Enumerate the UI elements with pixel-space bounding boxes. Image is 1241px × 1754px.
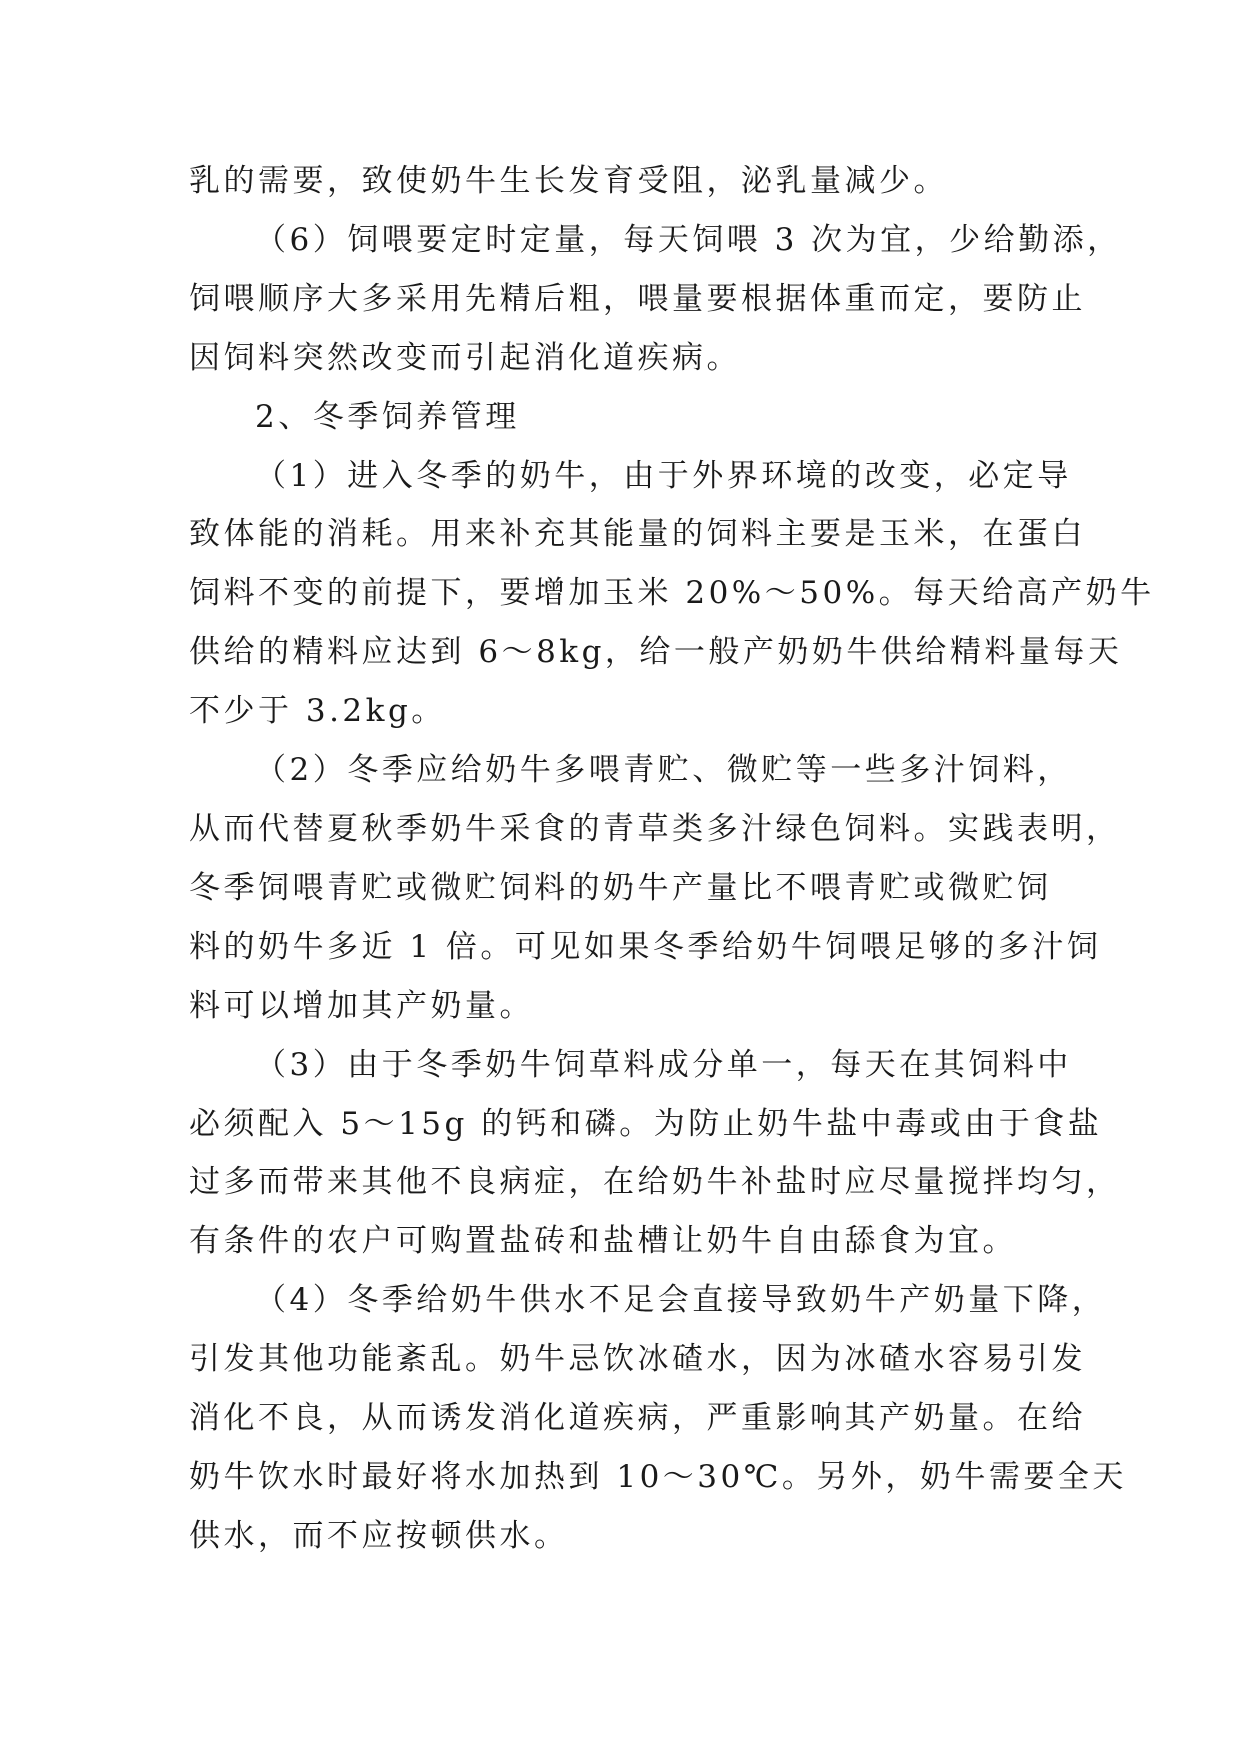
- paragraph-item-6: [189, 211, 1122, 388]
- text-line: 引发其他功能紊乱。奶牛忌饮冰碴水，因为冰碴水容易引发: [189, 1341, 1086, 1378]
- paragraph-item-3: [189, 1036, 1121, 1272]
- text-line: 乳的需要，致使奶牛生长发育受阻，泌乳量减少。: [189, 163, 948, 199]
- document-body: [189, 152, 1155, 1566]
- text-line: 致体能的消耗。用来补充其能量的饲料主要是玉米，在蛋白: [189, 516, 1086, 553]
- text-line: 奶牛饮水时最好将水加热到 10～30℃。另外，奶牛需要全天: [189, 1458, 1127, 1495]
- text-line: 因饲料突然改变而引起消化道疾病。: [189, 339, 741, 376]
- text-line: 过多而带来其他不良病症，在给奶牛补盐时应尽量搅拌均匀，: [189, 1164, 1121, 1201]
- text-line: 不少于 3.2kg。: [189, 693, 446, 730]
- text-line: （4）冬季给奶牛供水不足会直接导致奶牛产奶量下降，: [255, 1282, 1107, 1319]
- text-line: 有条件的农户可购置盐砖和盐槽让奶牛自由舔食为宜。: [189, 1223, 1017, 1260]
- text-line: 冬季饲喂青贮或微贮饲料的奶牛产量比不喂青贮或微贮饲: [189, 869, 1052, 906]
- text-line: 从而代替夏秋季奶牛采食的青草类多汁绿色饲料。实践表明，: [189, 810, 1121, 847]
- paragraph-continuation: [189, 152, 1069, 211]
- paragraph-item-4: [189, 1271, 1127, 1566]
- text-line: （6）饲喂要定时定量，每天饲喂 3 次为宜，少给勤添，: [255, 221, 1122, 258]
- text-line: 消化不良，从而诱发消化道疾病，严重影响其产奶量。在给: [189, 1400, 1086, 1437]
- text-line: 饲料不变的前提下，要增加玉米 20%～50%。每天给高产奶牛: [189, 575, 1155, 612]
- section-heading-winter: [189, 388, 1069, 447]
- text-line: 必须配入 5～15g 的钙和磷。为防止奶牛盐中毒或由于食盐: [189, 1105, 1103, 1142]
- paragraph-item-1: [189, 447, 1155, 742]
- paragraph-item-2: [189, 741, 1121, 1036]
- text-line: 料可以增加其产奶量。: [189, 987, 534, 1024]
- text-line: （2）冬季应给奶牛多喂青贮、微贮等一些多汁饲料，: [255, 752, 1072, 789]
- text-line: 料的奶牛多近 1 倍。可见如果冬季给奶牛饲喂足够的多汁饲: [189, 928, 1102, 965]
- text-line: 供水，而不应按顿供水。: [189, 1517, 569, 1554]
- text-line: 供给的精料应达到 6～8kg，给一般产奶奶牛供给精料量每天: [189, 634, 1123, 671]
- section-heading-text: 2、冬季饲养管理: [255, 398, 520, 435]
- text-line: （3）由于冬季奶牛饲草料成分单一，每天在其饲料中: [255, 1046, 1072, 1083]
- text-line: （1）进入冬季的奶牛，由于外界环境的改变，必定导: [255, 457, 1072, 494]
- text-line: 饲喂顺序大多采用先精后粗，喂量要根据体重而定，要防止: [189, 280, 1086, 317]
